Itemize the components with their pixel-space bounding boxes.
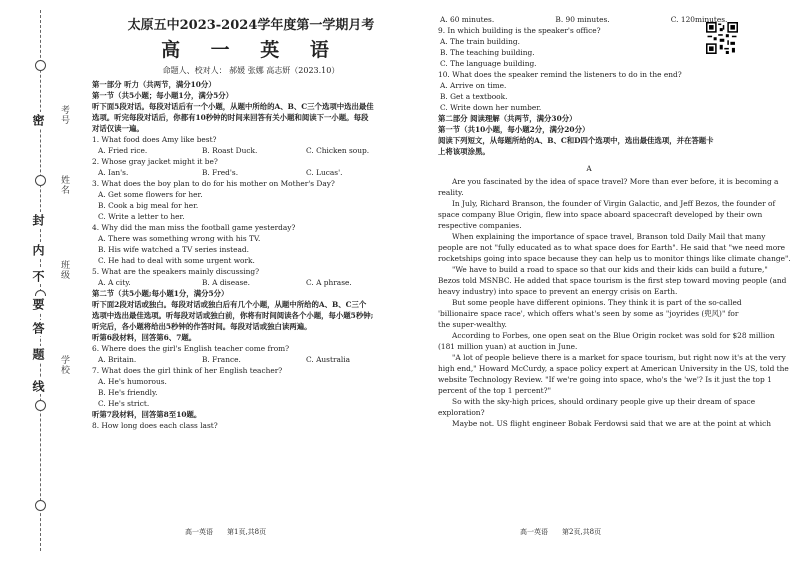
part-heading: 第一部分 听力（共两节，满分10分） [92, 80, 216, 89]
paragraph-line: 'billionaire space race', which offers what's seen by some as "joyrides (兜风)" for [438, 309, 739, 318]
options [92, 145, 410, 156]
paragraph-line: (181 million yuan) at auction in June. [438, 342, 578, 351]
option: A. A city. [98, 278, 131, 287]
page-footer: 高一英语 第2页,共8页 [520, 528, 602, 536]
paragraph-line: heavy industry) into space to prevent an energy crisis on Earth. [438, 287, 678, 296]
question: 9. In which building is the speaker's office? [438, 26, 601, 35]
paragraph-line: When explaining the importance of space travel, Branson told Daily Mail that many [452, 232, 766, 241]
options [92, 354, 410, 365]
paragraph-line: According to Forbes, one open seat on the Blue Origin rocket was sold for $28 million [452, 331, 775, 340]
paragraph-line: high end," Howard McCurdy, a space policy expert at American University in the US, told the [438, 364, 789, 373]
option: A. Get some flowers for her. [98, 190, 203, 199]
exam-title: 太原五中2023-2024学年度第一学期月考 [127, 18, 375, 33]
instruction-line: 听下面5段对话。每段对话后有一个小题，从题中所给的A、B、C三个选项中选出最佳 [92, 102, 374, 111]
option: A. Arrive on time. [440, 81, 507, 90]
authors-line: 命题人、校对人： 郝媛 张娜 高志妍（2023.10） [162, 66, 340, 75]
option: B. Fred's. [202, 168, 239, 177]
option: C. A phrase. [306, 278, 352, 287]
seal-word: 题 [31, 348, 45, 360]
seal-word: 线 [31, 380, 45, 392]
option: A. Fried rice. [98, 146, 148, 155]
question: 7. What does the girl think of her English teacher? [92, 366, 283, 375]
hole-mark [35, 60, 46, 71]
paragraph-line: people are not "fully educated as to what space does for Earth". He said that "we need more [438, 243, 786, 252]
passage-letter: A [586, 164, 592, 173]
binding-margin [0, 0, 70, 561]
question: 2. Whose gray jacket might it be? [92, 157, 218, 166]
section-heading: 第一节（共10小题，每小题2分，满分20分） [438, 125, 590, 134]
paragraph-line: the super-wealthy. [438, 320, 507, 329]
option: C. Australia [306, 355, 351, 364]
question: 5. What are the speakers mainly discussing? [92, 267, 260, 276]
option: B. The teaching building. [440, 48, 535, 57]
paragraph-line: percent of the top 1 percent?" [438, 386, 552, 395]
options [92, 277, 410, 288]
paragraph-line: website Technology Review. "If we're going into space, who's the 'we'? Is it just the top 1 [438, 375, 772, 384]
question: 4. Why did the man miss the football game yesterday? [92, 223, 296, 232]
seal-word: 密 [31, 114, 45, 126]
paragraph-line: Are you fascinated by the idea of space travel? More than ever before, it is becoming a [452, 177, 779, 186]
option: C. The language building. [440, 59, 537, 68]
option: A. 60 minutes. [440, 15, 495, 24]
option: A. Britain. [98, 355, 137, 364]
option: B. 90 minutes. [555, 15, 610, 24]
part-heading: 第二部分 阅读理解（共两节，满分30分） [438, 114, 577, 123]
options [92, 167, 410, 178]
page-2 [438, 14, 791, 429]
question: 3. What does the boy plan to do for his mother on Mother's Day? [92, 179, 335, 188]
option: A. There was something wrong with his TV. [98, 234, 261, 243]
instruction-line: 对话仅读一遍。 [92, 124, 144, 133]
page-1 [92, 14, 410, 431]
material-note: 听第7段材料，回答第8至10题。 [92, 410, 202, 419]
option: C. Write down her number. [440, 103, 542, 112]
options [438, 14, 740, 25]
instruction-line: 听完后，各小题将给出5秒钟的作答时间。每段对话或独白读两遍。 [92, 322, 312, 331]
seal-word: 答 [31, 322, 45, 334]
paragraph-line: But some people have different opinions. They think it is part of the so-called [452, 298, 742, 307]
option: B. Cook a big meal for her. [98, 201, 199, 210]
seal-word: 不 [31, 270, 45, 282]
hole-mark [35, 175, 46, 186]
subject-title: 高 一 英 语 [161, 39, 341, 61]
option: A. Ian's. [98, 168, 129, 177]
option: B. A disease. [202, 278, 250, 287]
instruction-line: 选项。听完每段对话后，你都有10秒钟的时间来回答有关小题和阅读下一小题。每段 [92, 113, 369, 122]
question: 8. How long does each class last? [92, 421, 218, 430]
option: B. His wife watched a TV series instead. [98, 245, 249, 254]
paragraph-line: exploration? [438, 408, 485, 417]
paragraph-line: space company Blue Origin, flew into space aboard spacecraft developed by their own [438, 210, 763, 219]
paragraph-line: Maybe not. US flight engineer Bobak Ferdowsi said that we are at the point at which [452, 419, 772, 428]
question: 6. Where does the girl's English teacher come from? [92, 344, 290, 353]
paragraph-line: Bezos told MSNBC. He added that space tourism is the first step toward moving people (and [438, 276, 787, 285]
paragraph-line: respective companies. [438, 221, 522, 230]
option: B. Roast Duck. [202, 146, 258, 155]
paragraph-line: "A lot of people believe there is a market for space tourism, but right now it's at the very [452, 353, 786, 362]
seal-word: 内 [31, 244, 45, 256]
option: C. Chicken soup. [306, 146, 370, 155]
instruction-line: 上将该项涂黑。 [438, 147, 490, 156]
paragraph-line: reality. [438, 188, 464, 197]
material-note: 听第6段材料，回答第6、7题。 [92, 333, 197, 342]
paragraph-line: In July, Richard Branson, the founder of Virgin Galactic, and Jeff Bezos, the founder of [452, 199, 776, 208]
section-heading: 第二节（共5小题;每小题1分，满分5分） [92, 289, 229, 298]
option: B. France. [202, 355, 241, 364]
binding-label: 班级 [59, 260, 69, 280]
instruction-line: 听下面2段对话或独白。每段对话或独白后有几个小题，从题中所给的A、B、C三个 [92, 300, 367, 309]
hole-mark [35, 500, 46, 511]
instruction-line: 选项中选出最佳选项。听每段对话或独白前，你将有时间阅读各个小题，每小题5秒钟; [92, 311, 374, 320]
paragraph-line: "We have to build a road to space so that our kids and their kids can build a future," [452, 265, 768, 274]
binding-label: 考号 [59, 105, 69, 125]
option: C. 120minutes. [670, 15, 728, 24]
paragraph-line: rocketships going into space because they can help us to monitor things like climate change". [438, 254, 791, 263]
seal-word: 封 [31, 214, 45, 226]
binding-label: 学校 [59, 355, 69, 375]
paragraph-line: So with the sky-high prices, should ordinary people give up their dream of space [452, 397, 756, 406]
option: C. He had to deal with some urgent work. [98, 256, 255, 265]
option: A. The train building. [440, 37, 520, 46]
option: A. He's humorous. [98, 377, 167, 386]
hole-mark [35, 400, 46, 411]
option: C. Write a letter to her. [98, 212, 185, 221]
option: C. He's strict. [98, 399, 150, 408]
option: B. Get a textbook. [440, 92, 508, 101]
seal-word: 要 [31, 298, 45, 310]
question: 10. What does the speaker remind the listeners to do in the end? [438, 70, 682, 79]
question: 1. What food does Amy like best? [92, 135, 217, 144]
instruction-line: 阅读下列短文，从每题所给的A、B、C和D四个选项中，选出最佳选项，并在答题卡 [438, 136, 714, 145]
option: B. He's friendly. [98, 388, 158, 397]
option: C. Lucas'. [306, 168, 343, 177]
page-footer: 高一英语 第1页,共8页 [185, 528, 267, 536]
binding-label: 姓名 [59, 175, 69, 195]
section-heading: 第一节（共5小题；每小题1分，满分5分） [92, 91, 234, 100]
